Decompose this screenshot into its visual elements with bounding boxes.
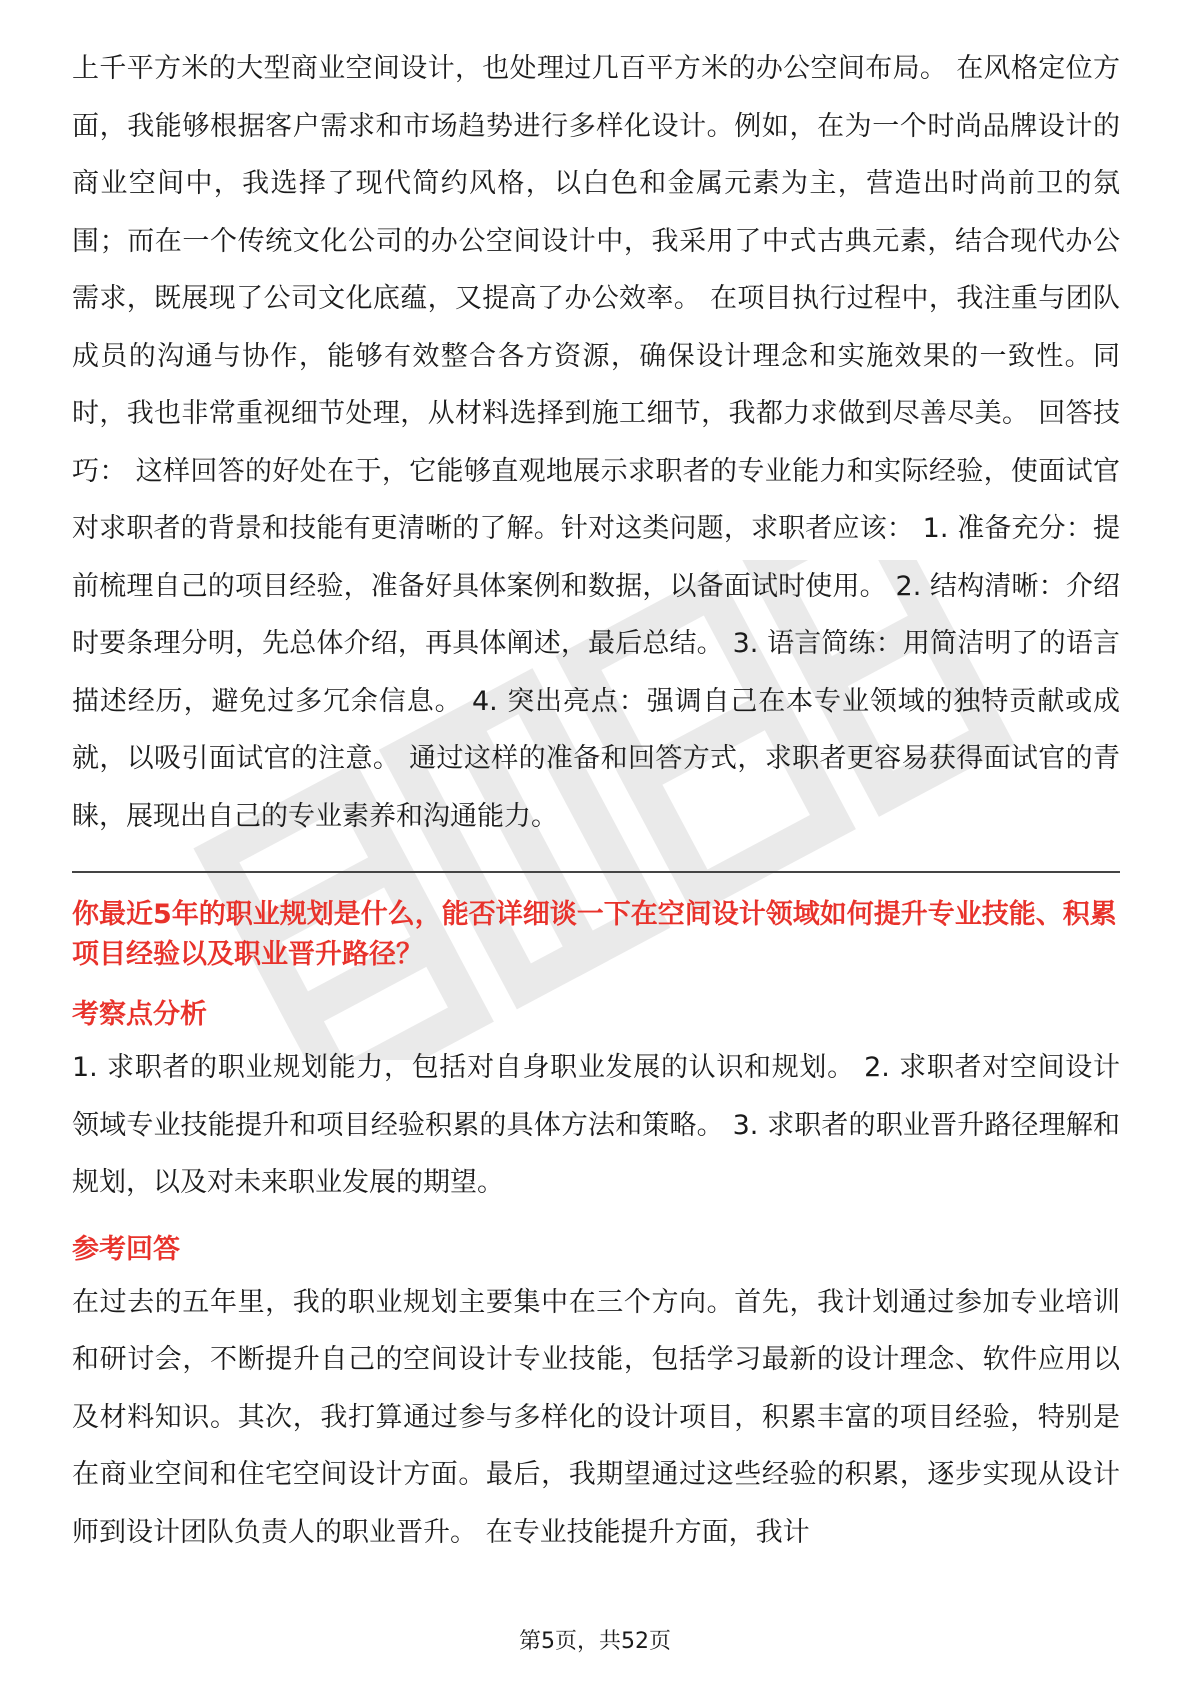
interview-question: 你最近5年的职业规划是什么，能否详细谈一下在空间设计领域如何提升专业技能、积累项目经验以及职业晋升路径？	[72, 899, 1117, 970]
analysis-heading: 考察点分析	[72, 999, 207, 1030]
page-number: 第5页，共52页	[519, 1629, 671, 1654]
answer-heading: 参考回答	[72, 1233, 180, 1265]
page-content	[72, 40, 1120, 1561]
analysis-paragraph: 1. 求职者的职业规划能力，包括对自身职业发展的认识和规划。 2. 求职者对空间设计领域专业技能提升和项目经验积累的具体方法和策略。 3. 求职者的职业晋升路径理解和规划，以及对未来职业发展的期望。	[72, 1052, 1120, 1198]
answer-paragraph: 在过去的五年里，我的职业规划主要集中在三个方向。首先，我计划通过参加专业培训和研讨会，不断提升自己的空间设计专业技能，包括学习最新的设计理念、软件应用以及材料知识。其次，我打算通过参与多样化的设计项目，积累丰富的项目经验，特别是在商业空间和住宅空间设计方面。最后，我期望通过这些经验的积累，逐步实现从设计师到设计团队负责人的职业晋升。 在专业技能提升方面，我计	[72, 1286, 1120, 1548]
section-divider	[72, 871, 1120, 873]
intro-paragraph: 上千平方米的大型商业空间设计，也处理过几百平方米的办公空间布局。 在风格定位方面，我能够根据客户需求和市场趋势进行多样化设计。例如，在为一个时尚品牌设计的商业空间中，我选择了现代简约风格，以白色和金属元素为主，营造出时尚前卫的氛围；而在一个传统文化公司的办公空间设计中，我采用了中式古典元素，结合现代办公需求，既展现了公司文化底蕴，又提高了办公效率。 在项目执行过程中，我注重与团队成员的沟通与协作，能够有效整合各方资源，确保设计理念和实施效果的一致性。同时，我也非常重视细节处理，从材料选择到施工细节，我都力求做到尽善尽美。 回答技巧： 这样回答的好处在于，它能够直观地展示求职者的专业能力和实际经验，使面试官对求职者的背景和技能有更清晰的了解。针对这类问题，求职者应该： 1. 准备充分：提前梳理自己的项目经验，准备好具体案例和数据，以备面试时使用。 2. 结构清晰：介绍时要条理分明，先总体介绍，再具体阐述，最后总结。 3. 语言简练：用简洁明了的语言描述经历，避免过多冗余信息。 4. 突出亮点：强调自己在本专业领域的独特贡献或成就，以吸引面试官的注意。 通过这样的准备和回答方式，求职者更容易获得面试官的青睐，展现出自己的专业素养和沟通能力。	[72, 53, 1120, 832]
